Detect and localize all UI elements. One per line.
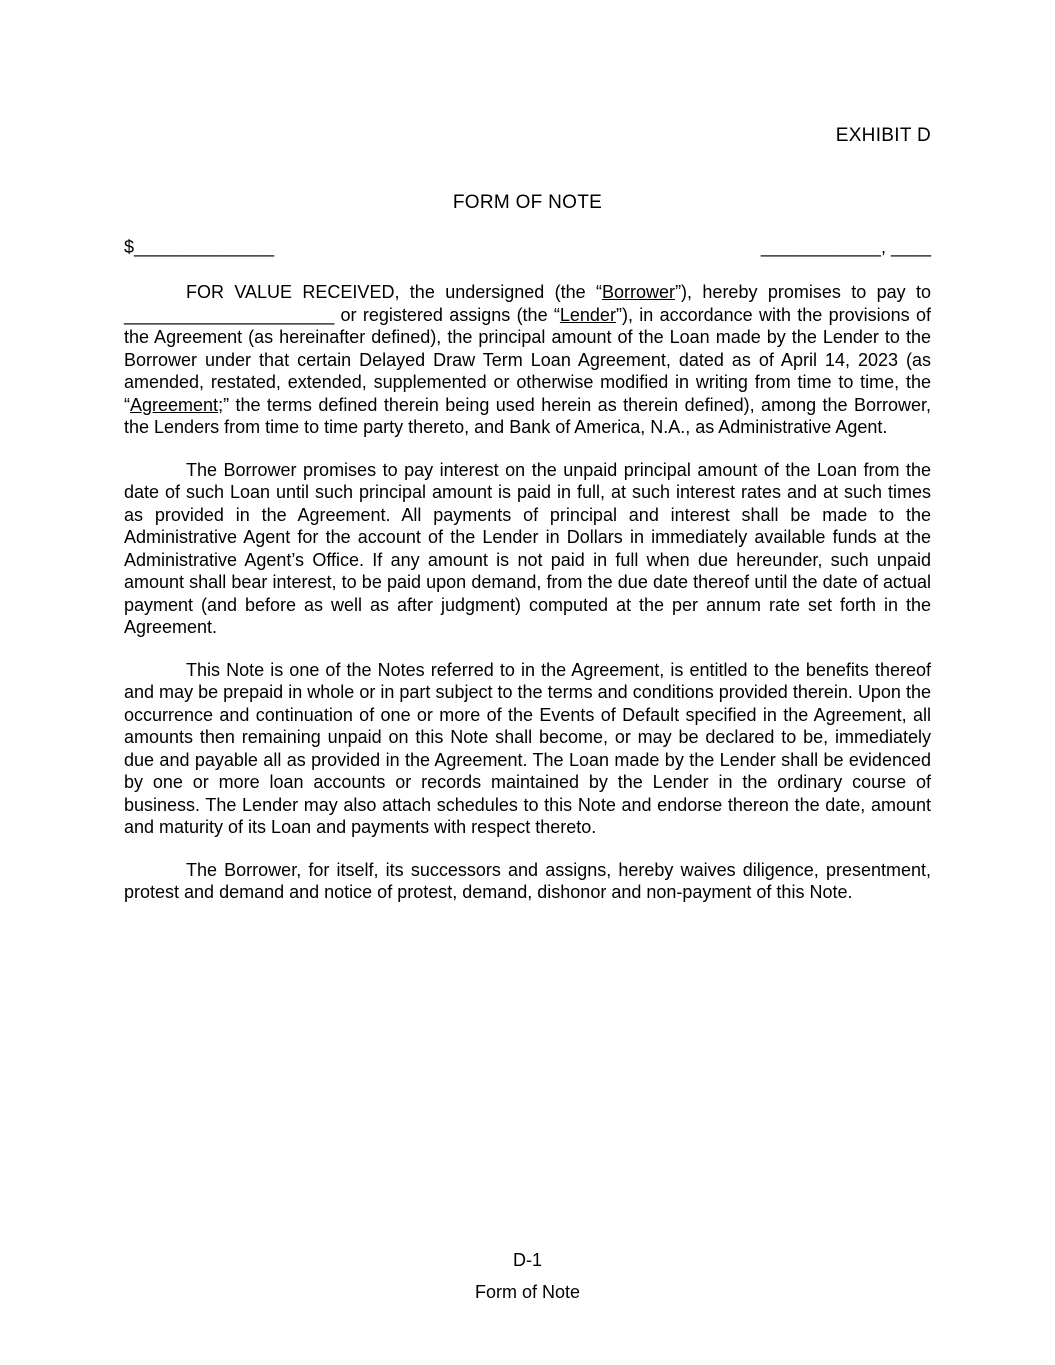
footer-title: Form of Note bbox=[474, 1282, 581, 1302]
defined-term-agreement: Agreement bbox=[130, 394, 219, 415]
defined-term-lender: Lender bbox=[559, 304, 616, 325]
amount-blank: $______________ bbox=[124, 237, 275, 257]
page-number: D-1 bbox=[512, 1250, 542, 1270]
defined-term-borrower: Borrower bbox=[602, 282, 676, 302]
paragraph-text: FOR VALUE RECEIVED, the undersigned (the “ bbox=[186, 282, 603, 302]
paragraph-text: ”), in accordance with the provisions of the Agreement (as hereinafter defined), the principal amount of the Loan made by the Lender to the Borrower under that certain Delayed Draw Term Loan Agreement, dated as of April 14, 2023 (as amended, restated, extended, supplemented or otherwise modified in writing from time to time, the “ bbox=[124, 304, 931, 415]
paragraph-text: ”), hereby promises to pay to _____________________ or registered assigns (the “ bbox=[124, 282, 931, 325]
date-blank: ____________, ____ bbox=[760, 237, 931, 257]
paragraph-value-received bbox=[124, 281, 931, 439]
paragraph-waiver: The Borrower, for itself, its successors and assigns, hereby waives diligence, presentment, protest and demand and notice of protest, demand, dishonor and non-payment of this Note. bbox=[124, 859, 931, 902]
page-title: FORM OF NOTE bbox=[452, 192, 603, 213]
paragraph-text: ;” the terms defined therein being used herein as therein defined), among the Borrower, the Lenders from time to time party thereto, and Bank of America, N.A., as Administrative Agent. bbox=[124, 394, 931, 437]
paragraph-interest: The Borrower promises to pay interest on the unpaid principal amount of the Loan from the date of such Loan until such principal amount is paid in full, at such interest rates and at such times as provided in the Agreement. All payments of principal and interest shall be made to the Administrative Agent for the account of the Lender in Dollars in immediately available funds at the Administrative Agent’s Office. If any amount is not paid in full when due hereunder, such unpaid amount shall bear interest, to be paid upon demand, from the due date thereof until the date of actual payment (and before as well as after judgment) computed at the per annum rate set forth in the Agreement. bbox=[124, 459, 931, 637]
exhibit-label: EXHIBIT D bbox=[835, 125, 931, 146]
document-body bbox=[124, 281, 931, 924]
paragraph-note-terms: This Note is one of the Notes referred to in the Agreement, is entitled to the benefits thereof and may be prepaid in whole or in part subject to the terms and conditions provided therein. Upon the occurrence and continuation of one or more of the Events of Default specified in the Agreement, all amounts then remaining unpaid on this Note shall become, or may be declared to be, immediately due and payable all as provided in the Agreement. The Loan made by the Lender shall be evidenced by one or more loan accounts or records maintained by the Lender in the ordinary course of business. The Lender may also attach schedules to this Note and endorse thereon the date, amount and maturity of its Loan and payments with respect thereto. bbox=[124, 659, 931, 837]
